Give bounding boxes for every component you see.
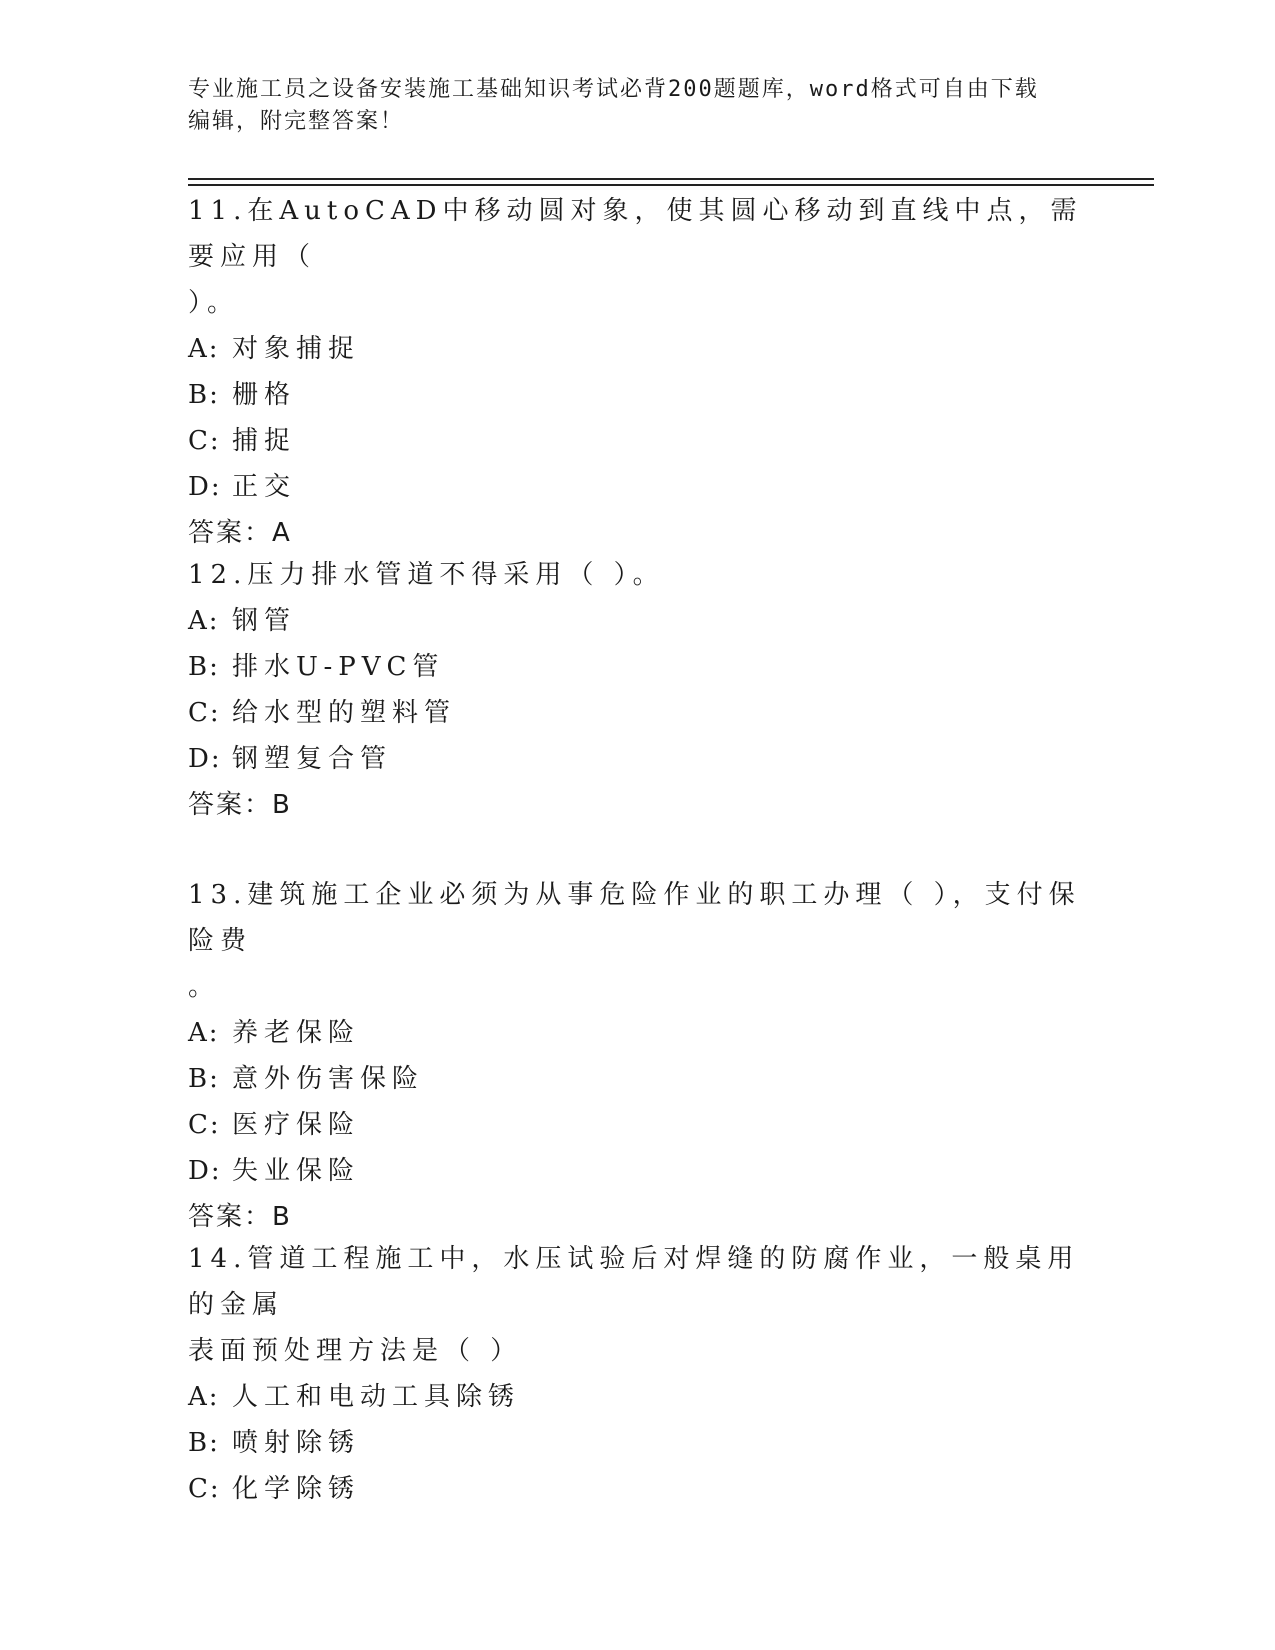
answer-line: 答案：A: [188, 518, 292, 548]
option-letter: D:: [188, 472, 222, 502]
answer-line: 答案：B: [188, 790, 292, 820]
option-b: [188, 372, 1088, 418]
answer-line: 答案：B: [188, 1202, 292, 1232]
header-divider-bottom: [188, 184, 1154, 186]
option-b: [188, 1420, 1088, 1466]
question-text: 12.压力排水管道不得采用（ ）。: [188, 560, 665, 590]
option-text: 对象捕捉: [232, 334, 361, 364]
option-text: 捕捉: [232, 426, 297, 456]
option-b: [188, 1056, 1088, 1102]
option-letter: A:: [188, 606, 220, 636]
option-a: [188, 1374, 1088, 1420]
option-letter: B:: [188, 1428, 220, 1458]
option-text: 正交: [232, 472, 297, 502]
option-letter: B:: [188, 380, 220, 410]
question-text: 11.在AutoCAD中移动圆对象，使其圆心移动到直线中点，需要应用（: [188, 196, 1083, 272]
option-c: [188, 690, 1088, 736]
option-text: 意外伤害保险: [232, 1064, 425, 1094]
option-letter: B:: [188, 1064, 220, 1094]
option-d: [188, 736, 1088, 782]
question-14: [188, 1236, 1088, 1512]
option-d: [188, 1148, 1088, 1194]
option-letter: C:: [188, 426, 221, 456]
option-a: [188, 598, 1088, 644]
option-c: [188, 1102, 1088, 1148]
question-text-continued: ）。: [188, 288, 240, 318]
question-text: 14.管道工程施工中，水压试验后对焊缝的防腐作业，一般桌用的金属: [188, 1244, 1080, 1320]
option-a: [188, 326, 1088, 372]
option-text: 失业保险: [232, 1156, 361, 1186]
option-text: 钢管: [232, 606, 297, 636]
option-letter: C:: [188, 698, 221, 728]
option-c: [188, 1466, 1088, 1512]
option-letter: D:: [188, 1156, 222, 1186]
option-text: 化学除锈: [232, 1474, 361, 1504]
option-b: [188, 644, 1088, 690]
option-a: [188, 1010, 1088, 1056]
option-text: 排水U-PVC管: [232, 652, 445, 682]
question-12: [188, 552, 1088, 828]
option-text: 人工和电动工具除锈: [232, 1382, 521, 1412]
option-letter: A:: [188, 1018, 220, 1048]
option-text: 栅格: [232, 380, 297, 410]
header-line-1: 专业施工员之设备安装施工基础知识考试必背200题题库，word格式可自由下载: [188, 77, 1039, 102]
option-letter: B:: [188, 652, 220, 682]
page-header: [188, 74, 1088, 138]
option-letter: A:: [188, 1382, 220, 1412]
option-text: 养老保险: [232, 1018, 361, 1048]
option-letter: C:: [188, 1474, 221, 1504]
question-text: 13.建筑施工企业必须为从事危险作业的职工办理（ ），支付保险费: [188, 880, 1081, 956]
header-line-2: 编辑，附完整答案！: [188, 109, 405, 134]
option-text: 钢塑复合管: [232, 744, 393, 774]
header-divider-top: [188, 178, 1154, 180]
option-text: 医疗保险: [232, 1110, 361, 1140]
option-letter: D:: [188, 744, 222, 774]
option-c: [188, 418, 1088, 464]
question-text-continued: 表面预处理方法是（ ）: [188, 1336, 523, 1366]
option-letter: A:: [188, 334, 220, 364]
question-13: [188, 872, 1088, 1240]
option-letter: C:: [188, 1110, 221, 1140]
question-text-continued: 。: [188, 972, 221, 1002]
option-text: 给水型的塑料管: [232, 698, 457, 728]
option-text: 喷射除锈: [232, 1428, 361, 1458]
question-11: [188, 188, 1088, 556]
option-d: [188, 464, 1088, 510]
